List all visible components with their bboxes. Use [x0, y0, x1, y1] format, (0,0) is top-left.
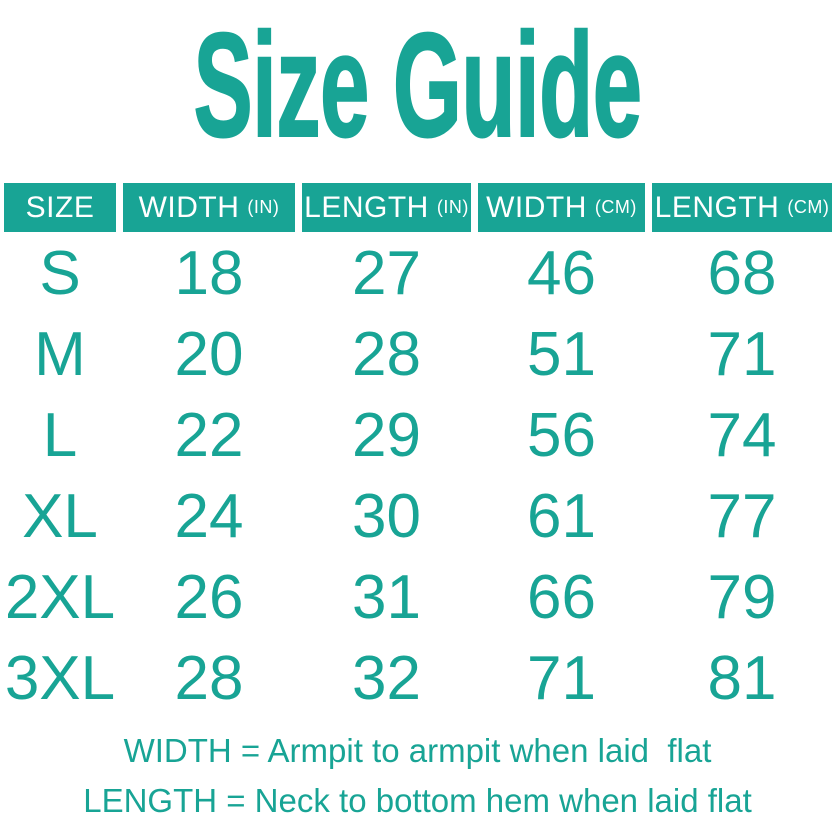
width-in-cell: 18: [174, 239, 244, 308]
col-header-width-in-label: WIDTH: [138, 190, 240, 224]
col-header-size-label: SIZE: [25, 190, 95, 224]
length-cm-cell: 68: [707, 239, 777, 308]
length-cm-cell: 79: [707, 563, 777, 632]
col-header-length-cm: [652, 183, 832, 232]
length-in-cell: 29: [352, 401, 421, 470]
width-cm-cell: 66: [527, 563, 596, 632]
width-cm-cell: 56: [527, 401, 596, 470]
length-in-cell: 31: [352, 563, 421, 632]
width-in-cell: 22: [174, 401, 244, 470]
table-header-row: [4, 183, 832, 232]
table-row-xl: [4, 476, 832, 557]
size-cell: M: [34, 320, 86, 389]
col-header-width-in-unit: (IN): [247, 197, 280, 217]
length-definition-note: LENGTH = Neck to bottom hem when laid flat: [83, 782, 752, 819]
width-in-cell: 28: [174, 644, 244, 713]
length-cm-cell: 81: [707, 644, 777, 713]
col-header-width-cm: [478, 183, 645, 232]
col-header-length-in-label: LENGTH: [304, 190, 429, 224]
width-cm-cell: 51: [527, 320, 596, 389]
table-row-3xl: [4, 638, 832, 719]
length-cm-cell: 71: [707, 320, 777, 389]
col-header-length-cm-label: LENGTH: [654, 190, 780, 224]
size-cell: 2XL: [4, 563, 116, 632]
size-cell: L: [42, 401, 78, 470]
table-row-2xl: [4, 557, 832, 638]
length-in-cell: 32: [352, 644, 421, 713]
measurement-notes: [0, 726, 835, 826]
table-row-l: [4, 395, 832, 476]
width-in-cell: 26: [174, 563, 244, 632]
col-header-width-cm-label: WIDTH: [486, 190, 587, 224]
width-cm-cell: 71: [527, 644, 596, 713]
col-header-length-in-unit: (IN): [436, 197, 469, 217]
table-body: [4, 233, 832, 719]
width-in-cell: 20: [174, 320, 244, 389]
col-header-length-in: [302, 183, 471, 232]
length-cm-cell: 74: [707, 401, 777, 470]
page-title: Size Guide: [193, 3, 642, 168]
width-cm-cell: 46: [527, 239, 596, 308]
length-in-cell: 30: [352, 482, 421, 551]
size-cell: S: [39, 239, 81, 308]
col-header-width-cm-unit: (CM): [594, 197, 637, 217]
col-header-width-in: [123, 183, 295, 232]
width-in-cell: 24: [174, 482, 244, 551]
width-cm-cell: 61: [527, 482, 596, 551]
length-in-cell: 27: [352, 239, 421, 308]
size-cell: XL: [22, 482, 98, 551]
col-header-size: [4, 183, 116, 232]
length-cm-cell: 77: [707, 482, 777, 551]
size-cell: 3XL: [4, 644, 116, 713]
width-definition-note: WIDTH = Armpit to armpit when laid flat: [123, 732, 712, 769]
col-header-length-cm-unit: (CM): [787, 197, 830, 217]
table-row-m: [4, 314, 832, 395]
length-in-cell: 28: [352, 320, 421, 389]
table-row-s: [4, 233, 832, 314]
